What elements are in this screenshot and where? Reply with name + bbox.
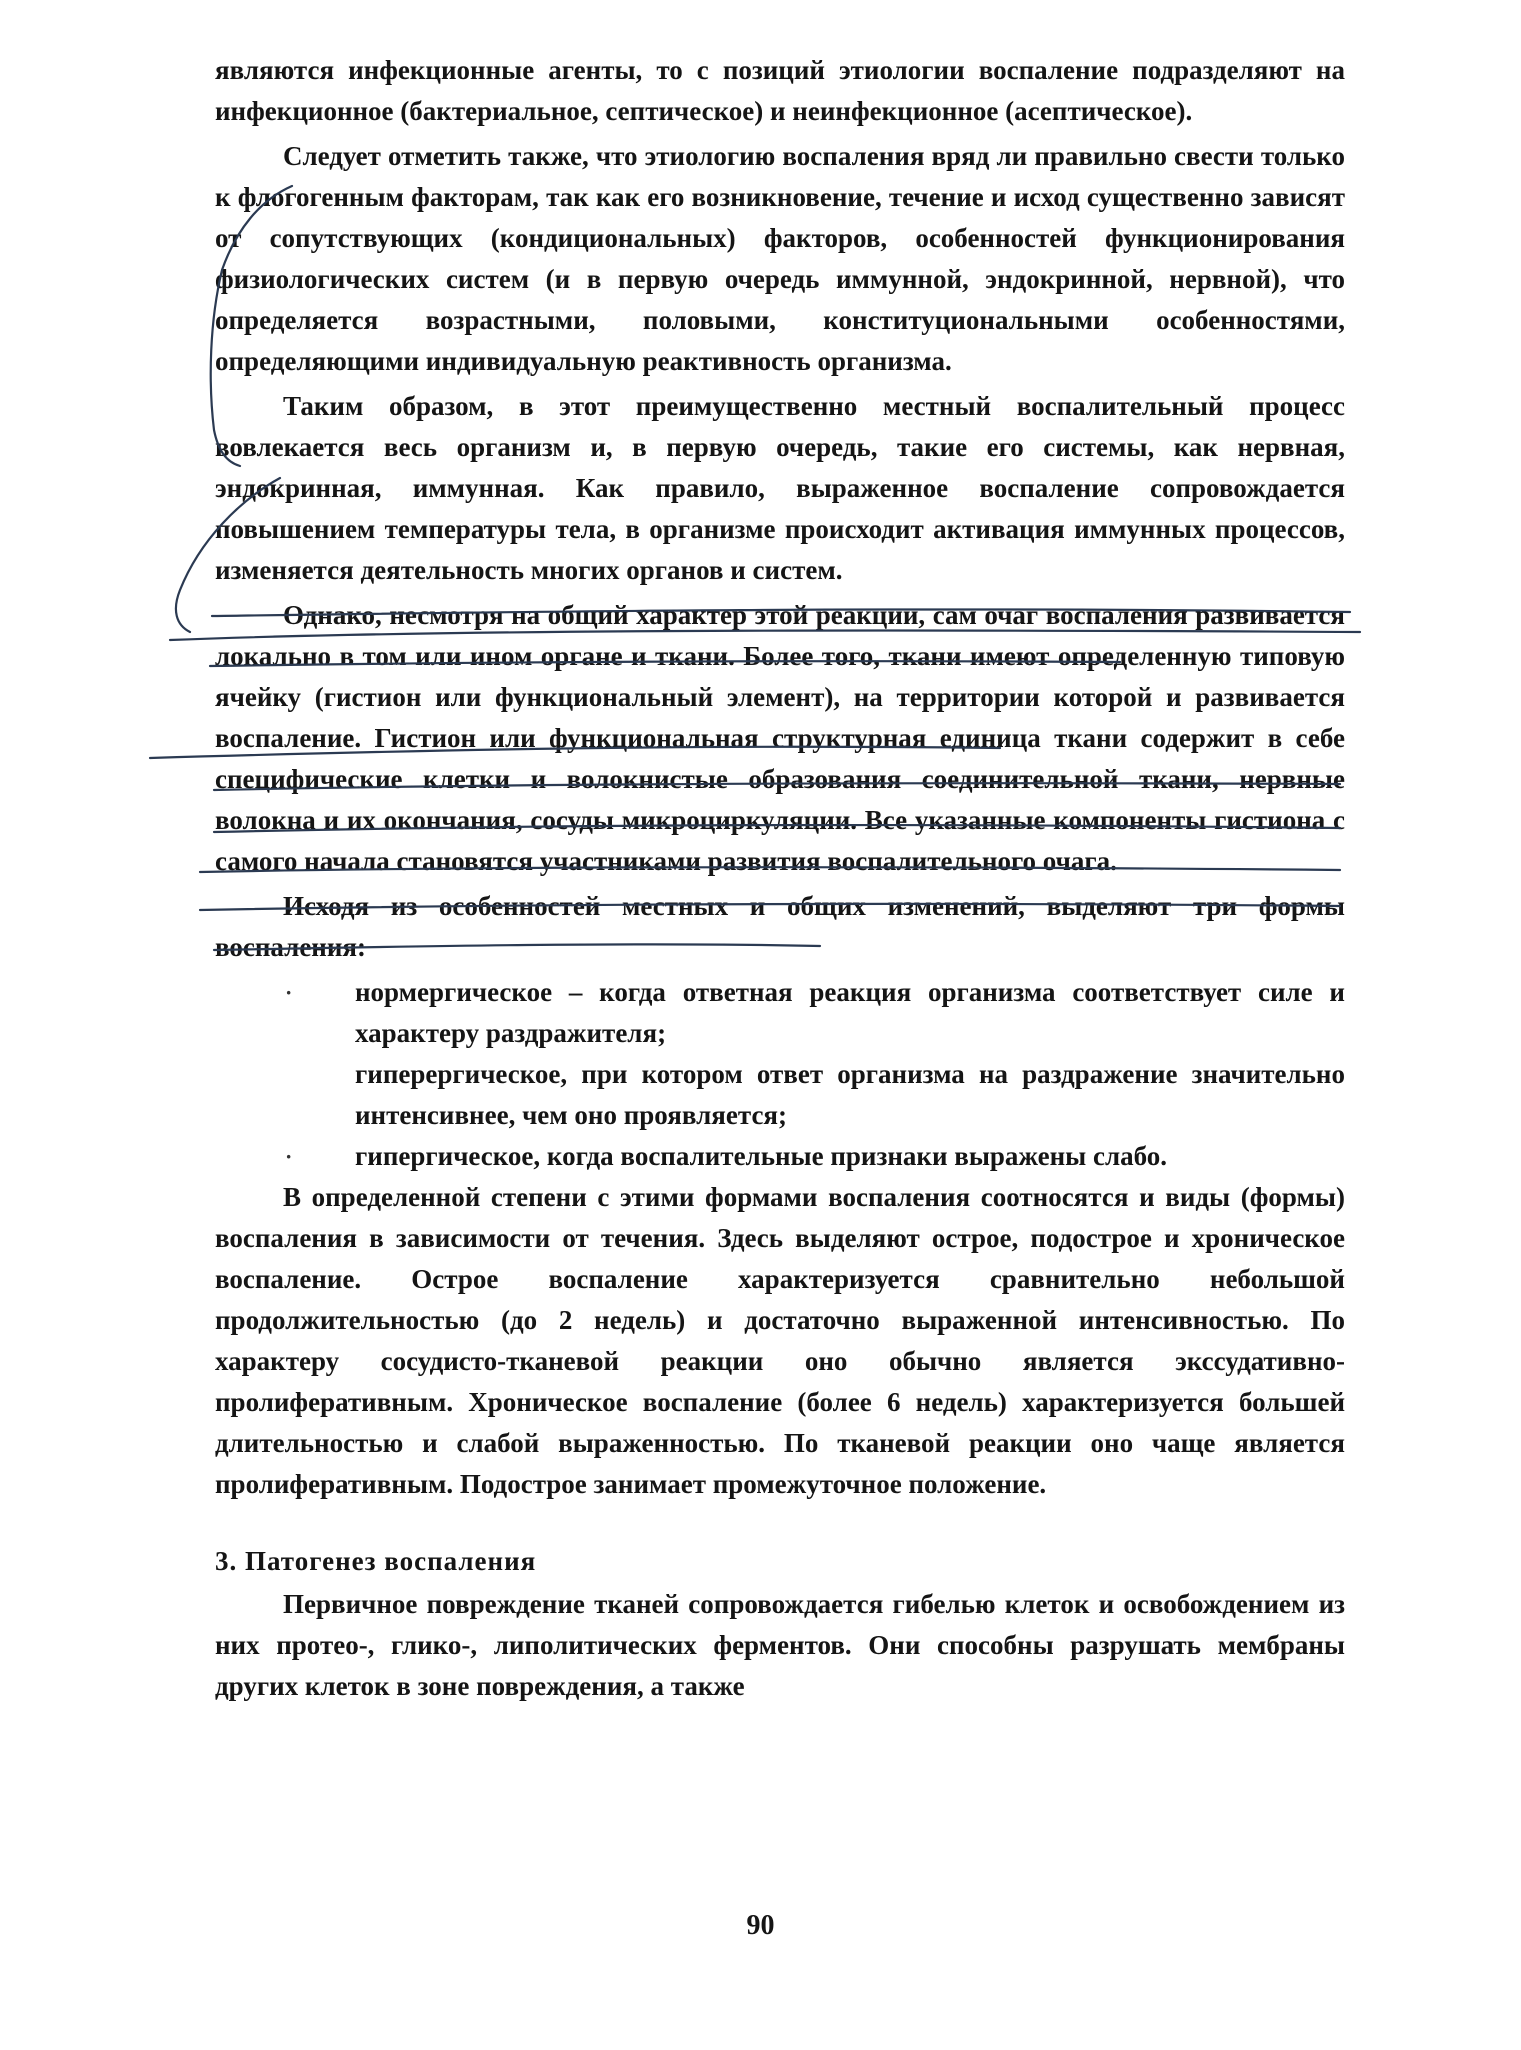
bullet-icon: · (285, 1144, 293, 1169)
page-number: 90 (746, 1910, 775, 1941)
list-item-text: гипергическое, когда воспалительные признаки выражены слабо. (355, 1141, 1168, 1171)
paragraph-histion: Однако, несмотря на общий характер этой реакции, сам очаг воспаления развивается локально в том или ином органе и ткани. Более того, ткани имеют определенную типовую ячейку (гистион или функциональный элемент), на территории которой и развивается воспаление. Гистион или функциональная структурная единица ткани содержит в себе специфические клетки и волокнистые образования соединительной ткани, нервные волокна и их окончания, сосуды микроциркуляции. Все указанные компоненты гистиона с самого начала становятся участниками развития воспалительного очага. (215, 600, 1345, 876)
inflammation-forms-list (215, 972, 1345, 1177)
list-item (285, 1136, 1345, 1177)
list-item-text: гиперергическое, при котором ответ организма на раздражение значительно интенсивнее, чем оно проявляется; (355, 1059, 1345, 1130)
paragraph-course-forms: В определенной степени с этими формами воспаления соотносятся и виды (формы) воспаления в зависимости от течения. Здесь выделяют острое, подострое и хроническое воспаление. Острое воспаление характеризуется сравнительно небольшой продолжительностью (до 2 недель) и достаточно выраженной интенсивностью. По характеру сосудисто-тканевой реакции оно обычно является экссудативно-пролиферативным. Хроническое воспаление (более 6 недель) характеризуется большей длительностью и слабой выраженностью. По тканевой реакции оно чаще является пролиферативным. Подострое занимает промежуточное положение. (215, 1182, 1345, 1499)
list-item (285, 972, 1345, 1054)
list-item (355, 1054, 1345, 1136)
paragraph-continuation: являются инфекционные агенты, то с позиций этиологии воспаление подразделяют на инфекционное (бактериальное, септическое) и неинфекционное (асептическое). (215, 55, 1345, 126)
section-heading: 3. Патогенез воспаления (215, 1546, 537, 1576)
paragraph-whole-organism: Таким образом, в этот преимущественно местный воспалительный процесс вовлекается весь организм и, в первую очередь, такие его системы, как нервная, эндокринная, иммунная. Как правило, выраженное воспаление сопровождается повышением температуры тела, в организме происходит активация иммунных процессов, изменяется деятельность многих органов и систем. (215, 391, 1345, 585)
paragraph-pathogenesis: Первичное повреждение тканей сопровождается гибелью клеток и освобождением из них протео-, глико-, липолитических ферментов. Они способны разрушать мембраны других клеток в зоне повреждения, а также (215, 1589, 1345, 1701)
paragraph-forms-intro: Исходя из особенностей местных и общих изменений, выделяют три формы воспаления: (215, 891, 1345, 962)
paragraph-etiology: Следует отметить также, что этиологию воспаления вряд ли правильно свести только к флогогенным факторам, так как его возникновение, течение и исход существенно зависят от сопутствующих (кондициональных) факторов, особенностей функционирования физиологических систем (и в первую очередь иммунной, эндокринной, нервной), что определяется возрастными, половыми, конституциональными особенностями, определяющими индивидуальную реактивность организма. (215, 141, 1345, 376)
bullet-icon: · (285, 980, 293, 1005)
list-item-text: нормергическое – когда ответная реакция организма соответствует силе и характеру раздражителя; (355, 977, 1345, 1048)
page-body-text (215, 50, 1345, 1711)
